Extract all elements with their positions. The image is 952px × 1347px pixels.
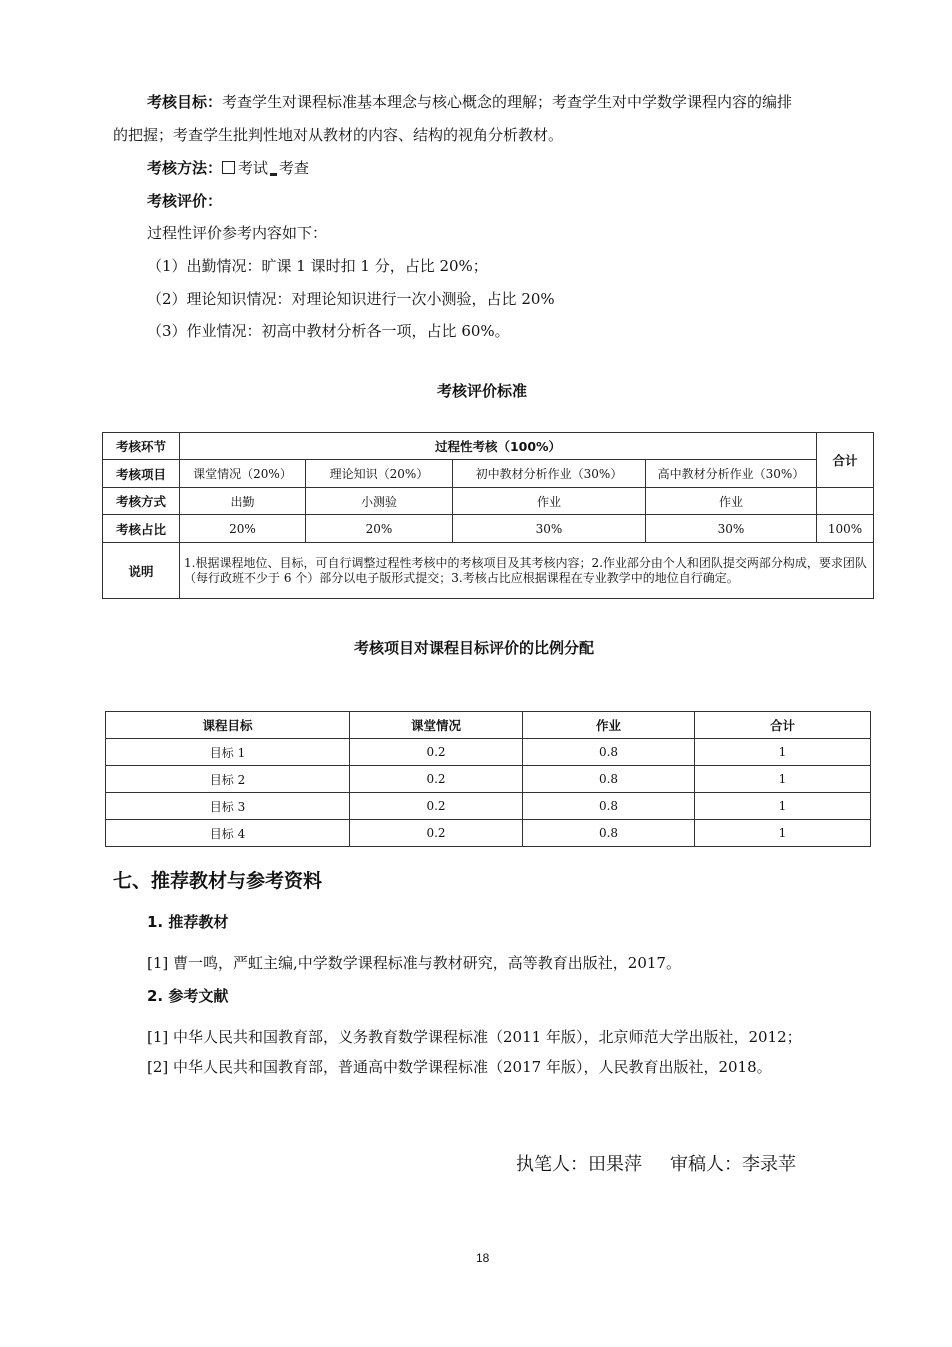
table-cell: 0.2	[350, 793, 523, 820]
table2-header-row	[106, 712, 871, 739]
process-item-1: （1）出勤情况：旷课 1 课时扣 1 分，占比 20%；	[147, 257, 488, 275]
item-cell: 初中教材分析作业（30%）	[453, 460, 646, 488]
checkbox-checked-icon	[270, 173, 277, 176]
item-cell: 高中教材分析作业（30%）	[646, 460, 817, 488]
header-cell: 课堂情况	[350, 712, 523, 739]
goal-ratio-table	[105, 711, 871, 847]
table-cell: 0.2	[350, 739, 523, 766]
writer: 执笔人：田果萍	[516, 1154, 642, 1175]
textbook-item: [1] 曹一鸣，严虹主编,中学数学课程标准与教材研究，高等教育出版社，2017。	[147, 954, 681, 972]
table1-row-method	[103, 488, 874, 515]
table-cell: 目标 2	[106, 766, 350, 793]
eval-label: 考核评价：	[147, 192, 223, 210]
ratio-cell: 30%	[646, 515, 817, 543]
table2-caption: 考核项目对课程目标评价的比例分配	[354, 639, 595, 657]
table-cell: 0.8	[523, 739, 695, 766]
table-cell: 目标 3	[106, 793, 350, 820]
header-cell: 课程目标	[106, 712, 350, 739]
reviewer: 审稿人：李录苹	[670, 1154, 796, 1175]
table-cell: 0.8	[523, 766, 695, 793]
table1-caption: 考核评价标准	[437, 382, 528, 400]
table-cell: 目标 1	[106, 739, 350, 766]
subsection-textbooks: 1. 推荐教材	[147, 913, 229, 931]
process-intro: 过程性评价参考内容如下：	[147, 224, 328, 242]
process-item-3: （3）作业情况：初高中教材分析各一项，占比 60%。	[147, 322, 510, 340]
table-cell: 1	[695, 820, 871, 847]
reference-item: [1] 中华人民共和国教育部，义务教育数学课程标准（2011 年版），北京师范大学出版社，2012；	[147, 1028, 802, 1046]
reference-item: [2] 中华人民共和国教育部，普通高中数学课程标准（2017 年版），人民教育出版社，2018。	[147, 1058, 772, 1076]
row-label-method: 考核方式	[103, 488, 180, 515]
table-cell: 1	[695, 739, 871, 766]
section-title: 七、推荐教材与参考资料	[113, 870, 323, 892]
ratio-cell: 20%	[180, 515, 306, 543]
method-option-check: 考查	[279, 159, 310, 177]
table-cell: 0.2	[350, 820, 523, 847]
table-row	[106, 793, 871, 820]
method-cell: 小测验	[306, 488, 453, 515]
note-text: 1.根据课程地位、目标，可自行调整过程性考核中的考核项目及其考核内容；2.作业部分由个人和团队提交两部分构成，要求团队（每行政班不少于 6 个）部分以电子版形式提交；3.考核占比应根据课程在专业教学中的地位自行确定。	[180, 543, 874, 599]
row-label-note: 说明	[103, 543, 180, 599]
total-header: 合计	[817, 433, 874, 488]
checkbox-unchecked-icon	[222, 161, 235, 174]
page-number: 18	[476, 1251, 490, 1265]
item-cell: 课堂情况（20%）	[180, 460, 306, 488]
header-cell: 合计	[695, 712, 871, 739]
assessment-standard-table	[102, 432, 874, 599]
method-option-exam: 考试	[238, 159, 269, 177]
header-cell: 作业	[523, 712, 695, 739]
goal-text-1: 考查学生对课程标准基本理念与核心概念的理解；考查学生对中学数学课程内容的编排	[222, 93, 793, 111]
method-cell: 作业	[453, 488, 646, 515]
row-label-stage: 考核环节	[103, 433, 180, 460]
table-cell: 0.8	[523, 820, 695, 847]
table1-row-note	[103, 543, 874, 599]
method-cell: 出勤	[180, 488, 306, 515]
table-row	[106, 739, 871, 766]
method-cell-empty	[817, 488, 874, 515]
signature-line	[516, 1153, 796, 1177]
table1-row-stage	[103, 433, 874, 460]
method-line	[147, 158, 309, 178]
ratio-cell: 30%	[453, 515, 646, 543]
ratio-cell: 20%	[306, 515, 453, 543]
table-cell: 目标 4	[106, 820, 350, 847]
goal-label: 考核目标：	[147, 93, 223, 111]
table-cell: 0.8	[523, 793, 695, 820]
table1-row-ratio	[103, 515, 874, 543]
goal-line-1	[147, 92, 792, 112]
item-cell: 理论知识（20%）	[306, 460, 453, 488]
table-cell: 0.2	[350, 766, 523, 793]
row-label-items: 考核项目	[103, 460, 180, 488]
row-label-ratio: 考核占比	[103, 515, 180, 543]
process-item-2: （2）理论知识情况：对理论知识进行一次小测验，占比 20%	[147, 290, 555, 308]
subsection-references: 2. 参考文献	[147, 987, 229, 1005]
table-cell: 1	[695, 766, 871, 793]
method-cell: 作业	[646, 488, 817, 515]
table-row	[106, 766, 871, 793]
table-row	[106, 820, 871, 847]
goal-line-2: 的把握；考查学生批判性地对从教材的内容、结构的视角分析教材。	[113, 126, 564, 144]
ratio-total-cell: 100%	[817, 515, 874, 543]
table-cell: 1	[695, 793, 871, 820]
table1-row-items	[103, 460, 874, 488]
method-label: 考核方法：	[147, 159, 223, 177]
process-assessment-header: 过程性考核（100%）	[180, 433, 817, 460]
